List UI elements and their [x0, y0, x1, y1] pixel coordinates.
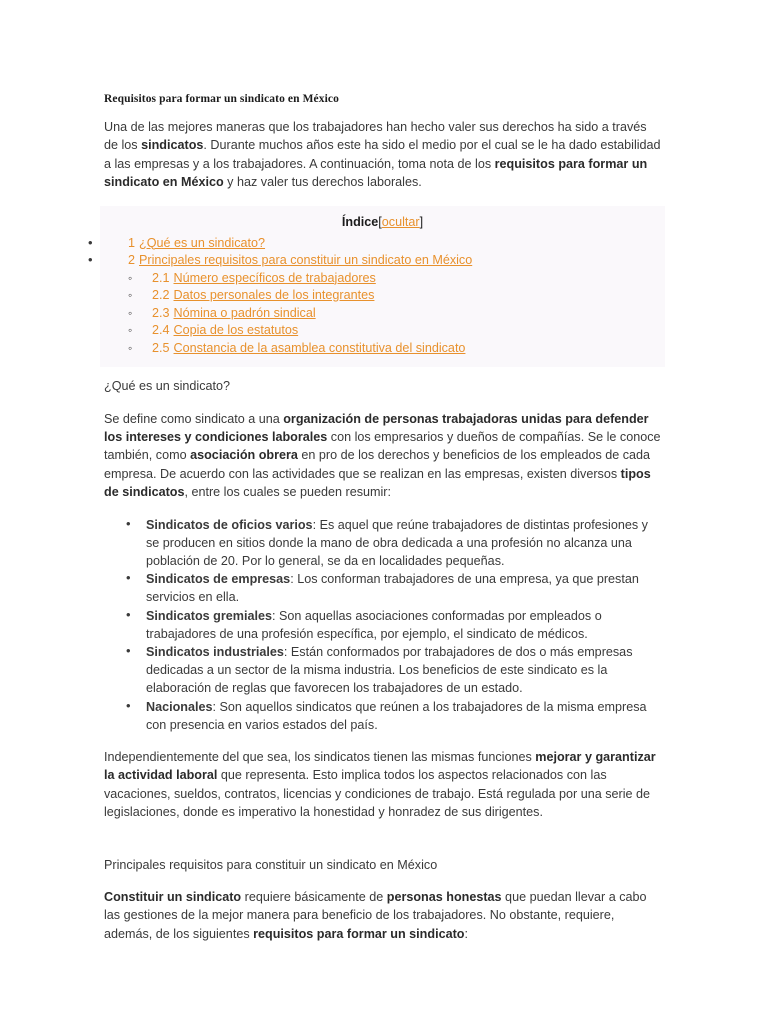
toc-item-1-number: 1: [128, 235, 136, 250]
toc-item-2-1-number: 2.1: [152, 270, 170, 285]
toc-bracket-open: [: [378, 214, 382, 229]
intro-bold-requisitos: requisitos para formar un sindicato en México: [104, 156, 648, 190]
definition-bold-asociacion: asociación obrera: [190, 448, 298, 463]
closing-bold-mejorar: mejorar y garantizar la actividad laboral: [104, 750, 656, 783]
requisitos-part-1: requiere básicamente de: [241, 890, 387, 905]
list-item: [146, 607, 664, 643]
requisitos-paragraph: [104, 888, 664, 943]
toc-item-2-5[interactable]: [128, 340, 665, 358]
closing-part-2: que representa. Esto implica todos los aspectos relacionados con las vacaciones, sueldos, contratos, licencias y condiciones de trabajo. Está regulada por una serie de legislaciones, donde es imperativo la honestidad y honradez de sus dirigentes.: [104, 768, 651, 820]
toc-item-1[interactable]: [100, 235, 665, 253]
definition-bold-tipos: tipos de sindicatos: [104, 466, 651, 500]
toc-level-1-list: [100, 235, 665, 358]
type-description-gremiales: : Son aquellas asociaciones conformadas por empleados o trabajadores de una profesión específica, por ejemplo, el sindicato de médicos.: [146, 608, 602, 641]
requisitos-bold-constituir: Constituir un sindicato: [104, 890, 242, 905]
toc-item-2-link[interactable]: Principales requisitos para constituir un sindicato en México: [139, 253, 473, 268]
requisitos-part-2: que puedan llevar a cabo las gestiones de la mejor manera para beneficio de los trabajadores. No obstante, requiere, además, de los siguientes: [104, 890, 647, 941]
section-heading-requisitos: Principales requisitos para constituir un sindicato en México: [104, 857, 438, 872]
toc-item-2[interactable]: [100, 252, 665, 357]
toc-heading: [100, 212, 665, 235]
requisitos-bold-personas-honestas: personas honestas: [386, 890, 502, 905]
toc-item-2-2[interactable]: [128, 287, 665, 305]
type-term-empresas: Sindicatos de empresas: [146, 572, 291, 587]
requisitos-bold-requisitos: requisitos para formar un sindicato: [253, 926, 465, 941]
toc-item-2-2-number: 2.2: [152, 288, 170, 303]
type-term-industriales: Sindicatos industriales: [146, 644, 284, 659]
intro-bold-sindicatos: sindicatos: [141, 138, 204, 153]
section-spacer: [104, 836, 664, 846]
table-of-contents: [104, 206, 664, 368]
toc-item-1-link[interactable]: ¿Qué es un sindicato?: [139, 235, 266, 250]
closing-paragraph-funciones: [104, 748, 664, 822]
toc-item-2-1-link[interactable]: Número específicos de trabajadores: [173, 270, 376, 285]
intro-text-part-1: Una de las mejores maneras que los trabajadores han hecho valer sus derechos ha sido a través de los: [104, 120, 647, 153]
type-description-oficios-varios: : Es aquel que reúne trabajadores de distintas profesiones y se producen en sitios donde la mano de obra dedicada a una profesión no alcanza una población de 20. Por lo general, se da en localidades pequeñas.: [146, 517, 648, 568]
toc-item-2-1[interactable]: [128, 270, 665, 288]
toc-item-2-3[interactable]: [128, 305, 665, 323]
definition-part-3: en pro de los derechos y beneficios de los empleados de cada empresa. De acuerdo con las actividades que se realizan en las empresas, existen diversos: [104, 448, 651, 481]
toc-item-2-2-link[interactable]: Datos personales de los integrantes: [173, 288, 375, 303]
toc-item-2-3-link[interactable]: Nómina o padrón sindical: [173, 305, 316, 320]
toc-level-2-list: [128, 270, 665, 358]
intro-paragraph: [104, 118, 664, 192]
toc-item-2-4-number: 2.4: [152, 323, 170, 338]
intro-text-part-3: y haz valer tus derechos laborales.: [223, 175, 422, 190]
page-title: Requisitos para formar un sindicato en México: [104, 93, 339, 105]
toc-heading-label: Índice: [341, 214, 379, 229]
type-description-industriales: : Están conformados por trabajadores de dos o más empresas dedicadas a un sector de la misma industria. Los beneficios de este sindicato es la elaboración de reglas que favorecen los trabajadores de un estado.: [146, 644, 633, 696]
definition-part-1: Se define como sindicato a una: [104, 411, 284, 426]
toc-item-2-5-number: 2.5: [152, 340, 170, 355]
toc-bracket-close: ]: [419, 214, 424, 229]
closing-part-1: Independientemente del que sea, los sindicatos tienen las mismas funciones: [104, 750, 536, 764]
type-description-nacionales: : Son aquellos sindicatos que reúnen a los trabajadores de la misma empresa con presencia en varios estados del país.: [146, 699, 647, 732]
intro-text-part-2: . Durante muchos años este ha sido el medio por el cual se le ha dado estabilidad a las empresas y a los trabajadores. A continuación, toma nota de los: [104, 138, 661, 171]
type-description-empresas: : Los conforman trabajadores de una empresa, ya que prestan servicios en ella.: [146, 572, 639, 605]
list-item: [146, 570, 664, 606]
list-item: [146, 516, 664, 571]
definition-part-4: , entre los cuales se pueden resumir:: [184, 485, 391, 500]
toc-box: [100, 206, 665, 368]
toc-item-2-number: 2: [128, 253, 136, 268]
toc-hide-link[interactable]: ocultar: [381, 214, 420, 229]
definition-part-2: con los empresarios y dueños de compañías. Se le conoce también, como: [104, 429, 661, 463]
section-heading-que-es: ¿Qué es un sindicato?: [104, 379, 231, 394]
list-item: [146, 643, 664, 698]
requisitos-part-3: :: [464, 926, 468, 941]
type-term-nacionales: Nacionales: [146, 699, 213, 714]
toc-item-2-3-number: 2.3: [152, 305, 170, 320]
toc-item-2-4[interactable]: [128, 322, 665, 340]
toc-item-2-5-link[interactable]: Constancia de la asamblea constitutiva del sindicato: [173, 340, 466, 355]
definition-bold-organizacion: organización de personas trabajadoras unidas para defender los intereses y condiciones laborales: [104, 411, 649, 444]
type-term-oficios-varios: Sindicatos de oficios varios: [146, 517, 313, 532]
type-term-gremiales: Sindicatos gremiales: [146, 608, 272, 623]
list-item: [146, 698, 664, 734]
toc-item-2-4-link[interactable]: Copia de los estatutos: [173, 323, 299, 338]
definition-paragraph: [104, 410, 664, 502]
sindicato-types-list: [104, 516, 664, 734]
